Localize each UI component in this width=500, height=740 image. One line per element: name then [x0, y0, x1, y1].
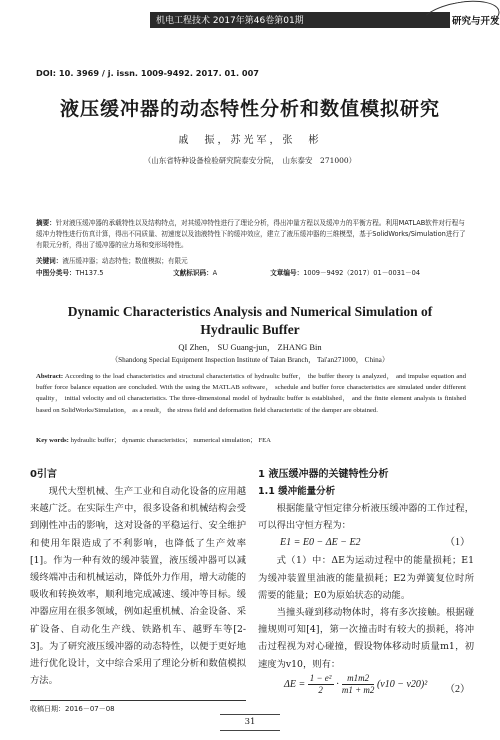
affiliation-cn: （山东省特种设备检验研究院泰安分院， 山东泰安 271000） [143, 156, 357, 165]
keywords-cn-text: 液压缓冲器；动态特性；数值模拟；有限元 [62, 257, 188, 265]
journal-name: 机电工程技术 2017年第46卷第01期 [156, 16, 304, 26]
title-cn: 液压缓冲器的动态特性分析和数值模拟研究 [59, 98, 440, 120]
equation-2-fraction-2 [342, 673, 375, 696]
equation-1 [258, 534, 474, 552]
equation-2 [258, 673, 474, 703]
authors-cn: 戚 振，苏光军，张 彬 [178, 135, 322, 146]
abstract-en [36, 371, 466, 416]
equation-2-fraction-1 [308, 673, 334, 696]
section-label: 研究与开发 [452, 16, 500, 27]
energy-paragraph-1: 根据能量守恒定律分析液压缓冲器的工作过程，可以得出守恒方程为： [258, 503, 474, 532]
eq2-frac1-den: 2 [318, 684, 323, 695]
section1-1-heading: 1.1 缓冲能量分析 [258, 486, 336, 497]
classification-line [36, 267, 466, 277]
energy-paragraph-2: 式（1）中：ΔE为运动过程中的能量损耗；E1为缓冲装置里油液的能量损耗；E2为弹簧复位时所需要的能量；E0为原始状态的动能。 [258, 555, 474, 601]
running-header [0, 0, 500, 34]
right-column [258, 466, 474, 703]
doc-code-value: A [212, 269, 218, 277]
intro-paragraph: 现代大型机械、生产工业和自动化设备的应用越来越广泛。在实际生产中，很多设备和机械结构会受到刚性冲击的影响，这对设备的平稳运行、安全维护和使用年限造成了不利影响，也降低了生产效率[1]。作为一种有效的缓冲装置，液压缓冲器可以减缓终端冲击和机械运动，降低外力作用，增大动能的吸收和转换效率，顺利地完成减速、缓冲等目标。缓冲器应用在很多领域，例如起重机械、冶金设备、采矿设备、自动化生产线、铁路机车、越野车等[2-3]。为了研究液压缓冲器的动态特性，以便于更好地进行优化设计，文中综合采用了理论分析和数值模拟方法。 [30, 486, 246, 687]
eq2-dot: · [336, 678, 340, 690]
eq2-frac2-den: m1 + m2 [341, 684, 375, 695]
received-date: 收稿日期：2016－07－08 [30, 700, 246, 714]
title-en [0, 303, 500, 339]
abstract-en-label: Abstract: [36, 373, 64, 380]
authors-en: QI Zhen， SU Guang-jun， ZHANG Bin [178, 342, 322, 352]
keywords-cn-label: 关键词： [36, 257, 63, 265]
abstract-en-text: According to the load characteristics and structural characteristics of hydraulic buffer， the buffer theory is analyzed， and impulse equation and buffer force balance equation are concluded. With the using the MATLAB software， schedule and buffer force characteristics are simulated under different quality， initial velocity and oil characteristics. The three-dimensional model of hydraulic buffer is established， and the finite element analysis is finished based on SolidWorks/Simulation， as a result， the stress field and deformation field characteristic of the damper are obtained. [36, 373, 466, 414]
equation-1-body: E1 = E0 − ΔE − E2 [280, 537, 361, 549]
page-number: 31 [220, 714, 280, 731]
clc-label: 中图分类号： [36, 269, 76, 277]
eq2-tail: (v10 − v20)² [376, 678, 428, 690]
energy-paragraph-3: 当撞头碰到移动物体时，将有多次接触。根据碰撞规则可知[4]，第一次撞击时有较大的损耗，将冲击过程视为对心碰撞，假设物体移动时质量m1，初速度为v10，则有： [258, 607, 474, 670]
keywords-en-label: Key words: [36, 437, 69, 444]
equation-1-number: （1） [445, 537, 470, 549]
doi: DOI: 10. 3969 / j. issn. 1009-9492. 2017. 01. 007 [36, 68, 259, 78]
keywords-cn [36, 255, 466, 265]
affiliation-en: （Shandong Special Equipment Inspection Institute of Taian Branch， Tai'an271000， China） [110, 356, 390, 364]
intro-heading: 0引言 [30, 469, 57, 480]
keywords-en [36, 434, 466, 444]
left-column [30, 466, 246, 689]
abstract-cn-text: 针对液压缓冲器的承载特性以及结构特点，对其缓冲特性进行了理论分析，得出冲量方程以及缓冲力的平衡方程。利用MATLAB软件对行程与缓冲力特性进行仿真计算，得出不同质量、初速度以及油液特性下的缓冲效应，建立了液压缓冲器的三维模型，基于SolidWorks/Simulation进行了有限元分析，得出了缓冲器的应力场和变形场特性。 [36, 219, 466, 249]
section1-heading: 1 液压缓冲器的关键特性分析 [258, 469, 389, 480]
article-no-label: 文章编号： [270, 269, 304, 277]
equation-2-number: （2） [445, 683, 470, 695]
title-en-line2: Hydraulic Buffer [200, 322, 300, 337]
eq2-frac2-num: m1m2 [342, 673, 375, 685]
title-en-line1: Dynamic Characteristics Analysis and Numerical Simulation of [67, 304, 433, 319]
doc-code-label: 文献标识码： [173, 269, 213, 277]
keywords-en-text: hydraulic buffer； dynamic characteristics； numerical simulation； FEA [68, 437, 272, 444]
abstract-cn [36, 218, 466, 251]
clc-value: TH137.5 [75, 269, 104, 277]
equation-2-lhs: ΔE = [284, 678, 306, 690]
article-no-value: 1009－9492（2017）01－0031－04 [303, 269, 421, 277]
eq2-frac1-num: 1 − e² [309, 672, 332, 683]
abstract-cn-label: 摘要： [36, 219, 56, 227]
